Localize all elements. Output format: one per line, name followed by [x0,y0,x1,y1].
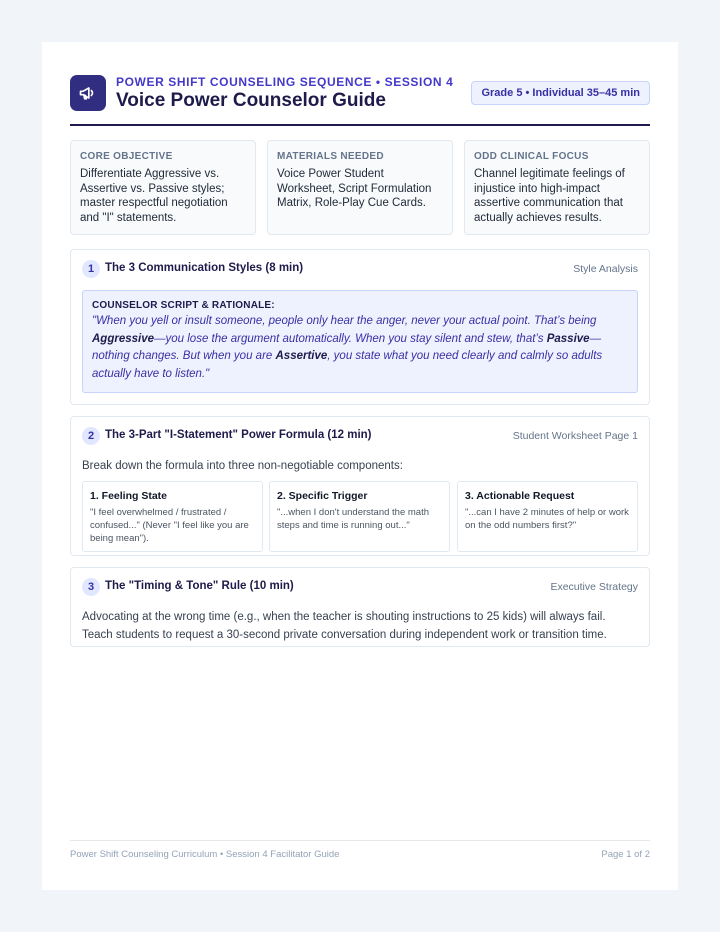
megaphone-icon [70,75,106,111]
step-actionable-request [457,481,638,552]
term-aggressive: Aggressive [92,332,155,345]
card-core-objective [70,140,256,235]
step-specific-trigger [269,481,450,552]
card-text: Differentiate Aggressive vs. Assertive vs. Passive styles; master respectful negotiation and "I" statements. [80,168,228,224]
section-intro: Break down the formula into three non-negotiable components: [82,460,403,472]
page-footer [70,840,650,860]
script-text: , you state what you need clearly and calmly so adults actually have to listen." [92,350,603,380]
counselor-script [92,313,627,383]
formula-steps [82,481,638,553]
section-i-statement-formula [70,416,650,556]
term-passive: Passive [546,332,590,345]
card-text: Channel legitimate feelings of injustice into high-impact assertive communication that actually achieves results. [474,168,625,224]
section-header [82,417,638,457]
section-title: The 3 Communication Styles (8 min) [105,262,304,274]
step-text: "...can I have 2 minutes of help or work on the odd numbers first?" [465,507,629,531]
card-label: CORE OBJECTIVE [80,151,173,162]
summary-cards [70,140,650,236]
step-title: 3. Actionable Request [465,490,575,502]
step-title: 2. Specific Trigger [277,490,368,502]
card-label: MATERIALS NEEDED [277,151,384,162]
step-title: 1. Feeling State [90,490,168,502]
page-header [70,74,650,126]
section-header [82,568,638,608]
section-title: The "Timing & Tone" Rule (10 min) [105,580,294,592]
section-body: Advocating at the wrong time (e.g., when the teacher is shouting instructions to 25 kids) will always fail. Teach students to request a 30-second private conversation during independent work or transition time. [82,611,607,641]
script-text: —you lose the argument automatically. When you stay silent and stew, that’s [154,332,547,345]
page-title: Voice Power Counselor Guide [116,90,386,111]
section-tag: Style Analysis [573,263,638,275]
card-text: Voice Power Student Worksheet, Script Formulation Matrix, Role-Play Cue Cards. [277,168,432,209]
script-text: —nothing changes. But when you are [92,332,602,362]
step-text: "I feel overwhelmed / frustrated / confused..." (Never "I feel like you are being mean"). [90,507,249,544]
page-content [70,74,650,641]
step-text: "...when I don't understand the math steps and time is running out..." [277,507,430,531]
document-page [42,42,678,890]
section-timing-tone-rule [70,567,650,647]
section-title: The 3-Part "I-Statement" Power Formula (12 min) [105,429,372,441]
footer-title: Power Shift Counseling Curriculum • Session 4 Facilitator Guide [70,849,340,860]
sequence-kicker: POWER SHIFT COUNSELING SEQUENCE • SESSION 4 [116,75,454,89]
section-header [82,250,638,290]
section-number: 1 [82,260,100,278]
section-communication-styles [70,249,650,405]
card-label: ODD CLINICAL FOCUS [474,151,589,162]
card-materials-needed [267,140,453,235]
section-number: 2 [82,427,100,445]
step-feeling-state [82,481,263,552]
script-text: "When you yell or insult someone, people only hear the anger, never your actual point. That’s being [92,315,597,327]
grade-badge: Grade 5 • Individual 35–45 min [471,81,650,105]
section-tag: Student Worksheet Page 1 [512,430,638,442]
section-tag: Executive Strategy [550,581,638,593]
counselor-script-box [82,290,638,393]
card-odd-clinical-focus [464,140,650,235]
script-label: COUNSELOR SCRIPT & RATIONALE: [92,300,275,311]
section-number: 3 [82,578,100,596]
term-assertive: Assertive [275,350,328,362]
page-number: Page 1 of 2 [601,849,650,860]
